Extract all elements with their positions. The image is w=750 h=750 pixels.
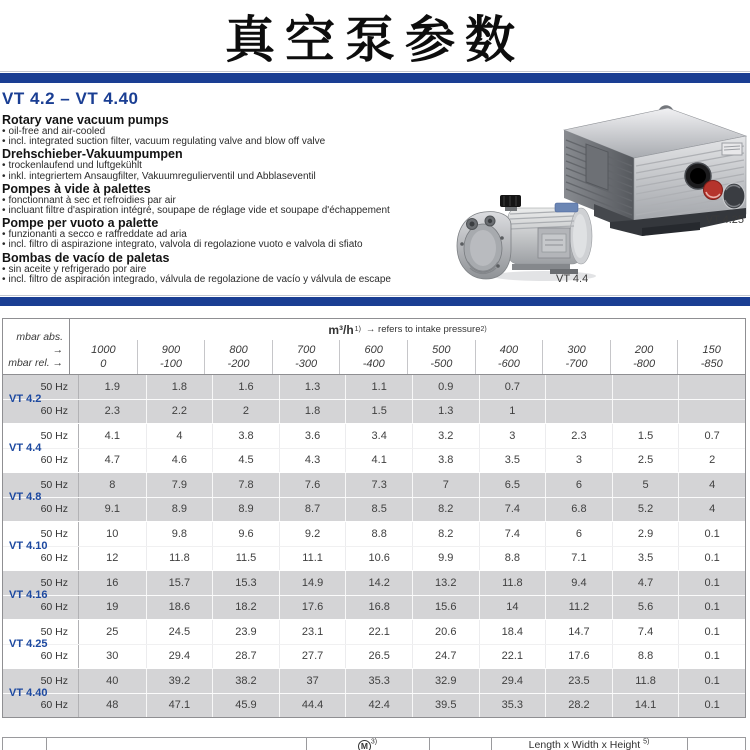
flow-value-cell: 8.8 [612,645,679,669]
frequency-label: 60 Hz [3,645,79,669]
table-body [3,375,745,717]
flow-value-cell: 8.2 [412,498,479,522]
dimensions-label: Length x Width x Height [528,739,641,750]
flow-value-cell: 2.5 [612,449,679,473]
flow-value-cell: 28.2 [545,694,612,718]
pressure-abs-value: 800 [229,344,248,356]
model-label: VT 4.2 [9,393,42,405]
flow-value-cell: 0.1 [678,596,745,620]
bullet-text: incl. filtro di aspirazione integrato, valvola di regolazione vuoto e valvola di sfiato [8,239,363,251]
flow-value-cell: 15.7 [146,571,213,595]
table-row [3,669,745,693]
flow-value-cell: 3.2 [412,424,479,448]
flow-value-cell: 1.6 [212,375,279,399]
pressure-column [272,340,340,374]
table-row [3,644,745,669]
bullet-icon: • [2,239,6,251]
flow-value-cell: 7 [412,473,479,497]
frequency-label: 60 Hz [3,400,79,424]
pressure-abs-value: 1000 [91,344,116,356]
table-row [3,399,745,424]
bullet-icon: • [2,194,6,206]
table-row [3,620,745,644]
dimensions-header-cell [491,739,687,750]
pump-label-vt-4-25: VT 4.25 [705,214,744,226]
flow-value-cell: 4.6 [146,449,213,473]
flow-value-cell: 27.7 [279,645,346,669]
pressure-abs-value: 700 [296,344,316,356]
motor-symbol-cell [306,739,429,750]
flow-value-cell: 9.4 [545,571,612,595]
footnote-5: 5) [643,738,650,746]
bullet-icon: • [2,273,6,285]
flow-value-cell: 1.8 [146,375,213,399]
flow-value-cell: 8.9 [146,498,213,522]
pressure-abs-value: 200 [634,344,654,356]
flow-value-cell: 3 [479,424,546,448]
flow-value-cell: 1.5 [612,424,679,448]
flow-value-cell: 4.1 [104,429,120,442]
flow-value-cell: 35.3 [479,694,546,718]
table-header [3,319,745,375]
fan-cover-icon [723,183,745,209]
frequency-label: 60 Hz [3,547,79,571]
flow-value-cell: 40 [106,674,119,687]
product-descriptions [2,113,462,285]
table-row [3,473,745,497]
description-bullet [2,137,462,147]
flow-value-cell [545,375,612,399]
pressure-column [204,340,272,374]
frequency-label: 50 Hz [3,669,79,693]
pressure-abs-value: 500 [432,344,451,356]
flow-value-cell: 8.9 [212,498,279,522]
frequency-label: 50 Hz [3,571,79,595]
flow-value-cell: 15.3 [212,571,279,595]
flow-value-cell: 2.3 [104,405,120,418]
flow-value-cell: 6 [545,522,612,546]
flow-value-cell: 23.5 [545,669,612,693]
table-column-divider [46,738,47,750]
frequency-label: 50 Hz [3,424,79,448]
flow-value-cell: 2 [678,449,745,473]
flow-value-cell: 0.1 [678,645,745,669]
flow-value-cell: 3.5 [612,547,679,571]
flow-value-cell: 20.6 [412,620,479,644]
model-group-vt-4-10 [3,521,745,570]
bullet-icon: • [2,136,6,148]
flow-value-cell: 32.9 [412,669,479,693]
flow-value-cell: 4 [678,473,745,497]
pressure-column [610,340,678,374]
flow-value-cell: 9.9 [412,547,479,571]
bullet-icon: • [2,263,6,275]
model-label: VT 4.8 [9,491,42,503]
bullet-text: inkl. integriertem Ansaugfilter, Vakuumregulierventil und Abblaseventil [8,170,316,182]
blue-bar-bottom [0,297,750,306]
description-title: Pompe per vuoto a palette [2,216,159,231]
flow-value-cell: 10.6 [345,547,412,571]
pressure-rel-value: -500 [430,358,453,370]
flow-value-cell: 2.2 [146,400,213,424]
flow-value-cell: 24.7 [412,645,479,669]
flow-value-cell: 8.8 [479,547,546,571]
pressure-row-headers [3,319,70,374]
flow-value-cell: 28.7 [212,645,279,669]
model-group-vt-4-4 [3,423,745,472]
flow-value-cell: 23.1 [279,620,346,644]
table-column-divider [687,738,688,750]
motor-icon: M [358,740,371,750]
blue-bar-top [0,73,750,83]
flow-value-cell: 8.8 [345,522,412,546]
flow-header [70,319,745,374]
flow-value-cell: 7.4 [479,522,546,546]
flow-value-cell: 14.7 [545,620,612,644]
bullet-text: funzionanti a secco e raffreddate ad aria [8,229,187,241]
description-title: Pompes à vide à palettes [2,181,151,196]
footer-table [2,737,746,750]
pressure-rel-value: -100 [159,358,182,370]
description-block-fr [2,182,462,216]
flow-value-cell: 1.3 [279,375,346,399]
table-row [3,522,745,546]
pressure-rel-value: -600 [497,358,520,370]
unit-header: m³/h 1) → refers to intake pressure 2) [328,322,487,337]
flow-value-cell: 11.8 [479,571,546,595]
unit-label: m³/h [328,322,354,337]
model-label: VT 4.16 [9,589,48,601]
flow-value-cell: 0.1 [678,669,745,693]
pressure-abs-value: 150 [702,344,721,356]
flow-value-cell: 44.4 [279,694,346,718]
mbar-abs-label: mbar abs. → [16,331,64,356]
pressure-column [339,340,407,374]
pressure-rel-value: -200 [227,358,250,370]
frequency-label: 50 Hz [3,620,79,644]
flow-value-cell: 0.9 [412,375,479,399]
flow-value-cell: 18.4 [479,620,546,644]
description-bullet [2,275,462,285]
table-row [3,497,745,522]
flow-value-cell: 11.8 [612,669,679,693]
frequency-label: 50 Hz [3,375,79,399]
flow-value-cell [612,400,679,424]
flow-value-cell: 11.1 [279,547,346,571]
pressure-abs-value: 900 [161,344,181,356]
frequency-label: 60 Hz [3,596,79,620]
flow-value-cell: 4 [146,424,213,448]
pressure-abs-value: 300 [567,344,586,356]
flow-value-cell: 0.7 [678,424,745,448]
flow-value-cell: 4.5 [212,449,279,473]
flow-value-cell: 48 [106,699,119,712]
flow-value-cell: 16 [106,576,119,589]
description-title: Rotary vane vacuum pumps [2,113,169,127]
flow-value-cell: 0.1 [678,571,745,595]
flow-value-cell: 3.8 [412,449,479,473]
flow-value-cell: 8.2 [412,522,479,546]
flow-value-cell: 9.2 [279,522,346,546]
flow-value-cell: 7.9 [146,473,213,497]
bullet-text: incl. integrated suction filter, vacuum regulating valve and blow off valve [8,136,326,148]
frequency-label: 60 Hz [3,449,79,473]
regulating-knob-icon [704,181,723,200]
flow-value-cell: 4.3 [279,449,346,473]
flow-value-cell: 4.1 [345,449,412,473]
pressure-column [407,340,475,374]
flow-value-cell: 2 [212,400,279,424]
flow-value-cell: 4.7 [612,571,679,595]
flow-value-cell [545,400,612,424]
flow-value-cell: 3.8 [212,424,279,448]
bullet-icon: • [2,205,6,217]
table-row [3,546,745,571]
flow-value-cell: 30 [106,650,119,663]
flow-value-cell: 2.9 [612,522,679,546]
model-label: VT 4.40 [9,687,48,699]
motor-badge [555,203,578,212]
footnote-3: 3) [370,738,378,746]
flow-value-cell: 7.3 [345,473,412,497]
flow-value-cell: 38.2 [212,669,279,693]
bullet-text: oil-free and air-cooled [8,126,106,137]
flow-value-cell: 14.9 [279,571,346,595]
flow-value-cell: 11.2 [545,596,612,620]
flow-value-cell: 9.1 [104,503,120,516]
flow-value-cell: 12 [106,552,119,565]
table-row [3,595,745,620]
description-bullet [2,172,462,182]
table-row [3,448,745,473]
flow-value-cell: 14.2 [345,571,412,595]
flow-value-cell: 39.2 [146,669,213,693]
flow-value-cell: 3.5 [479,449,546,473]
flow-value-cell: 4.7 [104,454,120,467]
pressure-rel-value: 0 [100,358,107,370]
flow-value-cell: 13.2 [412,571,479,595]
flow-value-cell: 26.5 [345,645,412,669]
flow-value-cell: 6 [545,473,612,497]
frequency-label: 60 Hz [3,498,79,522]
bullet-icon: • [2,229,6,241]
flow-value-cell: 37 [279,669,346,693]
flow-value-cell: 25 [106,625,119,638]
flow-value-cell: 0.1 [678,547,745,571]
frequency-label: 50 Hz [3,473,79,497]
flow-value-cell: 1.5 [345,400,412,424]
flow-value-cell: 7.1 [545,547,612,571]
flow-value-cell: 1.9 [104,380,120,393]
flow-value-cell: 0.1 [678,522,745,546]
description-block-de [2,147,462,181]
flow-value-cell: 19 [106,601,119,614]
description-bullet [2,206,462,216]
frequency-label: 50 Hz [3,522,79,546]
flow-value-cell: 1 [479,400,546,424]
flow-value-cell: 1.1 [345,375,412,399]
model-label: VT 4.10 [9,540,48,552]
model-group-vt-4-2 [3,375,745,423]
pressure-column [677,340,745,374]
flow-value-cell: 5.6 [612,596,679,620]
model-label: VT 4.25 [9,638,48,650]
flow-value-cell: 6.8 [545,498,612,522]
flow-value-cell: 9.8 [146,522,213,546]
bullet-text: incl. filtro de aspiración integrado, válvula de regolazione de vacío y válvula de escape [8,273,391,285]
flow-value-cell: 14.1 [612,694,679,718]
description-block-en [2,113,462,147]
bullet-icon: • [2,170,6,182]
pump-photo-vt-4-4 [452,192,606,284]
flow-value-cell: 7.4 [612,620,679,644]
flow-value-cell: 45.9 [212,694,279,718]
flow-value-cell: 5.2 [612,498,679,522]
flow-value-cell: 10 [106,527,119,540]
model-label: VT 4.4 [9,442,42,454]
frequency-label: 60 Hz [3,694,79,718]
flow-value-cell: 18.6 [146,596,213,620]
flow-value-cell: 42.4 [345,694,412,718]
flow-value-cell: 11.8 [146,547,213,571]
flow-value-cell: 3.4 [345,424,412,448]
bullet-icon: • [2,126,6,137]
flow-value-cell: 9.6 [212,522,279,546]
table-row [3,693,745,718]
pressure-column [542,340,610,374]
flow-value-cell: 17.6 [279,596,346,620]
flow-value-cell: 2.3 [545,424,612,448]
bullet-text: fonctionnant à sec et refroidies par air [8,194,176,206]
mbar-rel-label: mbar rel. → [8,357,64,369]
flow-value-cell: 47.1 [146,694,213,718]
flow-value-cell: 8.7 [279,498,346,522]
flow-value-cell: 16.8 [345,596,412,620]
pressure-rel-value: -800 [633,358,656,370]
flow-value-cell: 4 [678,498,745,522]
divider-line-top [0,71,750,72]
intake-pressure-note: → refers to intake pressure [365,324,481,335]
description-bullet [2,240,462,250]
model-group-vt-4-40 [3,668,745,717]
page-title: 真空泵参数 [225,10,525,69]
flow-value-cell [678,400,745,424]
table-row [3,424,745,448]
pressure-column [137,340,205,374]
flow-value-cell: 3 [545,449,612,473]
flow-value-cell [678,375,745,399]
flow-value-cell: 0.1 [678,620,745,644]
flow-value-cell: 14 [479,596,546,620]
flow-value-cell: 17.6 [545,645,612,669]
description-block-es [2,251,462,285]
flow-value-cell: 24.5 [146,620,213,644]
bullet-icon: • [2,160,6,172]
flow-value-cell: 5 [612,473,679,497]
divider-line-bottom [0,295,750,296]
model-range-heading: VT 4.2 – VT 4.40 [2,89,139,108]
flow-value-cell: 8 [109,478,116,491]
pressure-rel-value: -850 [700,358,723,370]
bullet-text: sin aceite y refrigerado por aire [8,263,147,275]
flow-value-cell: 0.1 [678,694,745,718]
flow-value-cell: 11.5 [212,547,279,571]
pressure-column [475,340,543,374]
flow-value-cell: 7.6 [279,473,346,497]
table-row [3,375,745,399]
pressure-rel-value: -700 [565,358,588,370]
bullet-text: incluant filtre d'aspiration intégré, soupape de réglage vide et soupape d'échappement [8,205,390,217]
pressure-rel-value: -400 [362,358,385,370]
flow-value-cell: 29.4 [146,645,213,669]
flow-value-cell: 35.3 [345,669,412,693]
flow-value-cell: 1.8 [279,400,346,424]
description-title: Bombas de vacío de paletas [2,250,170,265]
bullet-text: trockenlaufend und luftgekühlt [8,160,142,172]
table-row [3,571,745,595]
flow-value-cell: 7.4 [479,498,546,522]
flow-value-cell: 15.6 [412,596,479,620]
pressure-columns [70,340,745,374]
flow-value-cell: 22.1 [345,620,412,644]
flow-value-cell: 7.8 [212,473,279,497]
flow-value-cell: 1.3 [412,400,479,424]
flow-value-cell: 22.1 [479,645,546,669]
pump-label-vt-4-4: VT 4.4 [556,273,589,285]
flow-value-cell: 0.7 [479,375,546,399]
description-title: Drehschieber-Vakuumpumpen [2,147,183,162]
flow-value-cell: 18.2 [212,596,279,620]
flow-value-cell: 23.9 [212,620,279,644]
model-group-vt-4-8 [3,472,745,521]
model-group-vt-4-25 [3,619,745,668]
pressure-abs-value: 600 [364,344,383,356]
table-column-divider [429,738,430,750]
pressure-column [70,340,137,374]
flow-value-cell [612,375,679,399]
pressure-abs-value: 400 [499,344,519,356]
performance-table [2,318,746,718]
flow-value-cell: 39.5 [412,694,479,718]
flow-value-cell: 29.4 [479,669,546,693]
side-vent-plate [586,144,608,190]
description-block-it [2,216,462,250]
terminal-box [538,228,570,258]
flow-value-cell: 3.6 [279,424,346,448]
flow-value-cell: 8.5 [345,498,412,522]
model-group-vt-4-16 [3,570,745,619]
pressure-rel-value: -300 [295,358,318,370]
flow-value-cell: 6.5 [479,473,546,497]
